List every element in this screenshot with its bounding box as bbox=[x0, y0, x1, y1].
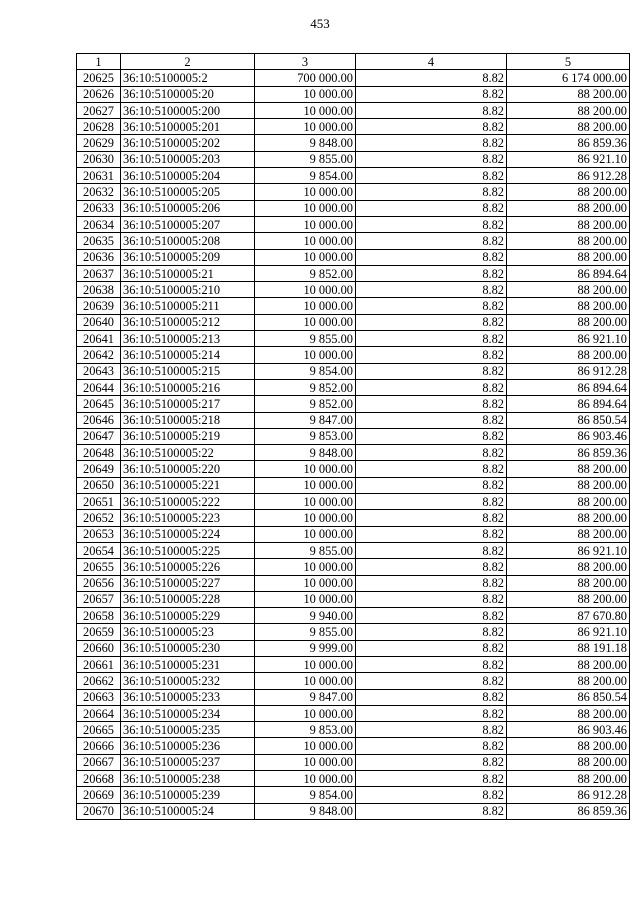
value-cell: 86 921.10 bbox=[507, 542, 630, 558]
row-number-cell: 20658 bbox=[77, 608, 121, 624]
cadastral-number-cell: 36:10:5100005:228 bbox=[121, 591, 255, 607]
rate-cell: 8.82 bbox=[356, 705, 507, 721]
table-row bbox=[77, 510, 630, 526]
value-cell: 86 921.10 bbox=[507, 624, 630, 640]
cadastral-number-cell: 36:10:5100005:233 bbox=[121, 689, 255, 705]
area-cell: 10 000.00 bbox=[255, 119, 356, 135]
cadastral-number-cell: 36:10:5100005:222 bbox=[121, 494, 255, 510]
cadastral-number-cell: 36:10:5100005:238 bbox=[121, 771, 255, 787]
area-cell: 10 000.00 bbox=[255, 575, 356, 591]
row-number-cell: 20626 bbox=[77, 86, 121, 102]
area-cell: 10 000.00 bbox=[255, 705, 356, 721]
table-row bbox=[77, 282, 630, 298]
cadastral-number-cell: 36:10:5100005:221 bbox=[121, 477, 255, 493]
cadastral-number-cell: 36:10:5100005:207 bbox=[121, 216, 255, 232]
rate-cell: 8.82 bbox=[356, 428, 507, 444]
table-row bbox=[77, 379, 630, 395]
value-cell: 86 859.36 bbox=[507, 445, 630, 461]
value-cell: 88 200.00 bbox=[507, 738, 630, 754]
row-number-cell: 20655 bbox=[77, 559, 121, 575]
value-cell: 88 191.18 bbox=[507, 640, 630, 656]
cadastral-number-cell: 36:10:5100005:211 bbox=[121, 298, 255, 314]
row-number-cell: 20639 bbox=[77, 298, 121, 314]
rate-cell: 8.82 bbox=[356, 331, 507, 347]
value-cell: 88 200.00 bbox=[507, 754, 630, 770]
rate-cell: 8.82 bbox=[356, 102, 507, 118]
cadastral-number-cell: 36:10:5100005:22 bbox=[121, 445, 255, 461]
area-cell: 9 848.00 bbox=[255, 135, 356, 151]
rate-cell: 8.82 bbox=[356, 673, 507, 689]
area-cell: 9 853.00 bbox=[255, 722, 356, 738]
table-row bbox=[77, 428, 630, 444]
row-number-cell: 20656 bbox=[77, 575, 121, 591]
cadastral-number-cell: 36:10:5100005:235 bbox=[121, 722, 255, 738]
row-number-cell: 20640 bbox=[77, 314, 121, 330]
cadastral-number-cell: 36:10:5100005:200 bbox=[121, 102, 255, 118]
rate-cell: 8.82 bbox=[356, 379, 507, 395]
table-row bbox=[77, 233, 630, 249]
value-cell: 86 912.28 bbox=[507, 168, 630, 184]
value-cell: 88 200.00 bbox=[507, 526, 630, 542]
row-number-cell: 20660 bbox=[77, 640, 121, 656]
table-row bbox=[77, 559, 630, 575]
value-cell: 88 200.00 bbox=[507, 673, 630, 689]
area-cell: 700 000.00 bbox=[255, 70, 356, 86]
area-cell: 9 852.00 bbox=[255, 396, 356, 412]
row-number-cell: 20648 bbox=[77, 445, 121, 461]
value-cell: 86 903.46 bbox=[507, 722, 630, 738]
value-cell: 86 894.64 bbox=[507, 396, 630, 412]
table-row bbox=[77, 151, 630, 167]
cadastral-number-cell: 36:10:5100005:214 bbox=[121, 347, 255, 363]
row-number-cell: 20628 bbox=[77, 119, 121, 135]
area-cell: 9 848.00 bbox=[255, 803, 356, 819]
value-cell: 88 200.00 bbox=[507, 477, 630, 493]
area-cell: 10 000.00 bbox=[255, 477, 356, 493]
value-cell: 86 921.10 bbox=[507, 151, 630, 167]
table-row bbox=[77, 526, 630, 542]
cadastral-number-cell: 36:10:5100005:205 bbox=[121, 184, 255, 200]
cadastral-number-cell: 36:10:5100005:215 bbox=[121, 363, 255, 379]
area-cell: 10 000.00 bbox=[255, 200, 356, 216]
rate-cell: 8.82 bbox=[356, 70, 507, 86]
cadastral-number-cell: 36:10:5100005:231 bbox=[121, 656, 255, 672]
row-number-cell: 20633 bbox=[77, 200, 121, 216]
row-number-cell: 20654 bbox=[77, 542, 121, 558]
rate-cell: 8.82 bbox=[356, 151, 507, 167]
column-header-2: 2 bbox=[121, 54, 255, 70]
table-row bbox=[77, 722, 630, 738]
column-header-3: 3 bbox=[255, 54, 356, 70]
cadastral-number-cell: 36:10:5100005:223 bbox=[121, 510, 255, 526]
row-number-cell: 20647 bbox=[77, 428, 121, 444]
cadastral-number-cell: 36:10:5100005:208 bbox=[121, 233, 255, 249]
value-cell: 86 850.54 bbox=[507, 412, 630, 428]
area-cell: 10 000.00 bbox=[255, 282, 356, 298]
area-cell: 9 847.00 bbox=[255, 689, 356, 705]
cadastral-number-cell: 36:10:5100005:219 bbox=[121, 428, 255, 444]
table-row bbox=[77, 314, 630, 330]
table-row bbox=[77, 249, 630, 265]
table-row bbox=[77, 396, 630, 412]
value-cell: 88 200.00 bbox=[507, 575, 630, 591]
row-number-cell: 20625 bbox=[77, 70, 121, 86]
cadastral-number-cell: 36:10:5100005:2 bbox=[121, 70, 255, 86]
value-cell: 88 200.00 bbox=[507, 282, 630, 298]
row-number-cell: 20631 bbox=[77, 168, 121, 184]
cadastral-number-cell: 36:10:5100005:225 bbox=[121, 542, 255, 558]
cadastral-number-cell: 36:10:5100005:210 bbox=[121, 282, 255, 298]
rate-cell: 8.82 bbox=[356, 608, 507, 624]
rate-cell: 8.82 bbox=[356, 624, 507, 640]
rate-cell: 8.82 bbox=[356, 265, 507, 281]
value-cell: 88 200.00 bbox=[507, 249, 630, 265]
rate-cell: 8.82 bbox=[356, 233, 507, 249]
cadastral-number-cell: 36:10:5100005:234 bbox=[121, 705, 255, 721]
area-cell: 10 000.00 bbox=[255, 591, 356, 607]
cadastral-number-cell: 36:10:5100005:206 bbox=[121, 200, 255, 216]
rate-cell: 8.82 bbox=[356, 510, 507, 526]
rate-cell: 8.82 bbox=[356, 689, 507, 705]
area-cell: 9 852.00 bbox=[255, 265, 356, 281]
area-cell: 10 000.00 bbox=[255, 249, 356, 265]
value-cell: 86 903.46 bbox=[507, 428, 630, 444]
area-cell: 10 000.00 bbox=[255, 184, 356, 200]
value-cell: 88 200.00 bbox=[507, 119, 630, 135]
table-row bbox=[77, 575, 630, 591]
row-number-cell: 20645 bbox=[77, 396, 121, 412]
table-row bbox=[77, 656, 630, 672]
rate-cell: 8.82 bbox=[356, 494, 507, 510]
cadastral-number-cell: 36:10:5100005:24 bbox=[121, 803, 255, 819]
page-number: 453 bbox=[310, 16, 330, 31]
column-header-1: 1 bbox=[77, 54, 121, 70]
rate-cell: 8.82 bbox=[356, 559, 507, 575]
value-cell: 88 200.00 bbox=[507, 200, 630, 216]
area-cell: 10 000.00 bbox=[255, 298, 356, 314]
value-cell: 88 200.00 bbox=[507, 314, 630, 330]
value-cell: 88 200.00 bbox=[507, 656, 630, 672]
rate-cell: 8.82 bbox=[356, 640, 507, 656]
table-row bbox=[77, 787, 630, 803]
value-cell: 88 200.00 bbox=[507, 510, 630, 526]
area-cell: 9 854.00 bbox=[255, 363, 356, 379]
value-cell: 88 200.00 bbox=[507, 233, 630, 249]
area-cell: 10 000.00 bbox=[255, 102, 356, 118]
row-number-cell: 20665 bbox=[77, 722, 121, 738]
row-number-cell: 20666 bbox=[77, 738, 121, 754]
rate-cell: 8.82 bbox=[356, 363, 507, 379]
row-number-cell: 20664 bbox=[77, 705, 121, 721]
value-cell: 86 921.10 bbox=[507, 331, 630, 347]
cadastral-number-cell: 36:10:5100005:216 bbox=[121, 379, 255, 395]
table-header-row bbox=[77, 54, 630, 70]
area-cell: 10 000.00 bbox=[255, 216, 356, 232]
rate-cell: 8.82 bbox=[356, 542, 507, 558]
value-cell: 88 200.00 bbox=[507, 102, 630, 118]
cadastral-number-cell: 36:10:5100005:229 bbox=[121, 608, 255, 624]
cadastral-number-cell: 36:10:5100005:236 bbox=[121, 738, 255, 754]
cadastral-number-cell: 36:10:5100005:204 bbox=[121, 168, 255, 184]
row-number-cell: 20644 bbox=[77, 379, 121, 395]
area-cell: 9 854.00 bbox=[255, 787, 356, 803]
value-cell: 86 859.36 bbox=[507, 135, 630, 151]
row-number-cell: 20638 bbox=[77, 282, 121, 298]
column-header-4: 4 bbox=[356, 54, 507, 70]
table-row bbox=[77, 738, 630, 754]
row-number-cell: 20630 bbox=[77, 151, 121, 167]
value-cell: 6 174 000.00 bbox=[507, 70, 630, 86]
table-row bbox=[77, 445, 630, 461]
rate-cell: 8.82 bbox=[356, 249, 507, 265]
cadastral-number-cell: 36:10:5100005:227 bbox=[121, 575, 255, 591]
value-cell: 88 200.00 bbox=[507, 86, 630, 102]
rate-cell: 8.82 bbox=[356, 184, 507, 200]
row-number-cell: 20637 bbox=[77, 265, 121, 281]
row-number-cell: 20661 bbox=[77, 656, 121, 672]
table-row bbox=[77, 216, 630, 232]
cadastral-number-cell: 36:10:5100005:237 bbox=[121, 754, 255, 770]
row-number-cell: 20646 bbox=[77, 412, 121, 428]
cadastral-number-cell: 36:10:5100005:224 bbox=[121, 526, 255, 542]
table-row bbox=[77, 689, 630, 705]
table-row bbox=[77, 673, 630, 689]
cadastral-number-cell: 36:10:5100005:209 bbox=[121, 249, 255, 265]
value-cell: 88 200.00 bbox=[507, 461, 630, 477]
rate-cell: 8.82 bbox=[356, 314, 507, 330]
rate-cell: 8.82 bbox=[356, 412, 507, 428]
area-cell: 10 000.00 bbox=[255, 656, 356, 672]
row-number-cell: 20667 bbox=[77, 754, 121, 770]
cadastral-number-cell: 36:10:5100005:217 bbox=[121, 396, 255, 412]
table-row bbox=[77, 298, 630, 314]
row-number-cell: 20643 bbox=[77, 363, 121, 379]
rate-cell: 8.82 bbox=[356, 575, 507, 591]
table-row bbox=[77, 135, 630, 151]
row-number-cell: 20635 bbox=[77, 233, 121, 249]
table-row bbox=[77, 640, 630, 656]
table-row bbox=[77, 168, 630, 184]
value-cell: 86 912.28 bbox=[507, 787, 630, 803]
table-row bbox=[77, 347, 630, 363]
cadastral-number-cell: 36:10:5100005:239 bbox=[121, 787, 255, 803]
table-row bbox=[77, 412, 630, 428]
data-table bbox=[76, 53, 630, 820]
table-body bbox=[77, 70, 630, 820]
area-cell: 10 000.00 bbox=[255, 738, 356, 754]
area-cell: 10 000.00 bbox=[255, 86, 356, 102]
row-number-cell: 20663 bbox=[77, 689, 121, 705]
row-number-cell: 20652 bbox=[77, 510, 121, 526]
value-cell: 86 894.64 bbox=[507, 379, 630, 395]
area-cell: 10 000.00 bbox=[255, 494, 356, 510]
value-cell: 88 200.00 bbox=[507, 298, 630, 314]
value-cell: 88 200.00 bbox=[507, 216, 630, 232]
row-number-cell: 20651 bbox=[77, 494, 121, 510]
table-row bbox=[77, 608, 630, 624]
cadastral-number-cell: 36:10:5100005:21 bbox=[121, 265, 255, 281]
area-cell: 10 000.00 bbox=[255, 461, 356, 477]
table-row bbox=[77, 70, 630, 86]
rate-cell: 8.82 bbox=[356, 200, 507, 216]
rate-cell: 8.82 bbox=[356, 803, 507, 819]
rate-cell: 8.82 bbox=[356, 135, 507, 151]
value-cell: 86 859.36 bbox=[507, 803, 630, 819]
table-row bbox=[77, 477, 630, 493]
value-cell: 88 200.00 bbox=[507, 494, 630, 510]
cadastral-number-cell: 36:10:5100005:201 bbox=[121, 119, 255, 135]
rate-cell: 8.82 bbox=[356, 86, 507, 102]
row-number-cell: 20657 bbox=[77, 591, 121, 607]
area-cell: 10 000.00 bbox=[255, 526, 356, 542]
area-cell: 10 000.00 bbox=[255, 314, 356, 330]
area-cell: 9 855.00 bbox=[255, 624, 356, 640]
rate-cell: 8.82 bbox=[356, 168, 507, 184]
table-row bbox=[77, 705, 630, 721]
cadastral-number-cell: 36:10:5100005:230 bbox=[121, 640, 255, 656]
table-row bbox=[77, 184, 630, 200]
rate-cell: 8.82 bbox=[356, 526, 507, 542]
area-cell: 9 999.00 bbox=[255, 640, 356, 656]
table-row bbox=[77, 542, 630, 558]
row-number-cell: 20669 bbox=[77, 787, 121, 803]
area-cell: 9 848.00 bbox=[255, 445, 356, 461]
rate-cell: 8.82 bbox=[356, 461, 507, 477]
cadastral-number-cell: 36:10:5100005:220 bbox=[121, 461, 255, 477]
area-cell: 9 852.00 bbox=[255, 379, 356, 395]
row-number-cell: 20662 bbox=[77, 673, 121, 689]
rate-cell: 8.82 bbox=[356, 477, 507, 493]
row-number-cell: 20632 bbox=[77, 184, 121, 200]
table-row bbox=[77, 591, 630, 607]
value-cell: 88 200.00 bbox=[507, 184, 630, 200]
cadastral-number-cell: 36:10:5100005:213 bbox=[121, 331, 255, 347]
cadastral-number-cell: 36:10:5100005:218 bbox=[121, 412, 255, 428]
table-row bbox=[77, 119, 630, 135]
area-cell: 9 847.00 bbox=[255, 412, 356, 428]
table-row bbox=[77, 461, 630, 477]
area-cell: 9 940.00 bbox=[255, 608, 356, 624]
value-cell: 86 850.54 bbox=[507, 689, 630, 705]
cadastral-number-cell: 36:10:5100005:226 bbox=[121, 559, 255, 575]
row-number-cell: 20641 bbox=[77, 331, 121, 347]
row-number-cell: 20649 bbox=[77, 461, 121, 477]
table-row bbox=[77, 331, 630, 347]
rate-cell: 8.82 bbox=[356, 282, 507, 298]
value-cell: 88 200.00 bbox=[507, 559, 630, 575]
rate-cell: 8.82 bbox=[356, 298, 507, 314]
cadastral-number-cell: 36:10:5100005:202 bbox=[121, 135, 255, 151]
rate-cell: 8.82 bbox=[356, 445, 507, 461]
area-cell: 9 855.00 bbox=[255, 151, 356, 167]
row-number-cell: 20642 bbox=[77, 347, 121, 363]
area-cell: 10 000.00 bbox=[255, 754, 356, 770]
area-cell: 10 000.00 bbox=[255, 771, 356, 787]
value-cell: 86 912.28 bbox=[507, 363, 630, 379]
column-header-5: 5 bbox=[507, 54, 630, 70]
row-number-cell: 20670 bbox=[77, 803, 121, 819]
area-cell: 10 000.00 bbox=[255, 510, 356, 526]
value-cell: 88 200.00 bbox=[507, 771, 630, 787]
area-cell: 10 000.00 bbox=[255, 559, 356, 575]
cadastral-number-cell: 36:10:5100005:23 bbox=[121, 624, 255, 640]
row-number-cell: 20634 bbox=[77, 216, 121, 232]
rate-cell: 8.82 bbox=[356, 347, 507, 363]
area-cell: 9 853.00 bbox=[255, 428, 356, 444]
row-number-cell: 20629 bbox=[77, 135, 121, 151]
area-cell: 9 855.00 bbox=[255, 542, 356, 558]
cadastral-number-cell: 36:10:5100005:20 bbox=[121, 86, 255, 102]
rate-cell: 8.82 bbox=[356, 656, 507, 672]
table-row bbox=[77, 265, 630, 281]
row-number-cell: 20650 bbox=[77, 477, 121, 493]
value-cell: 88 200.00 bbox=[507, 705, 630, 721]
table-row bbox=[77, 624, 630, 640]
row-number-cell: 20627 bbox=[77, 102, 121, 118]
area-cell: 10 000.00 bbox=[255, 233, 356, 249]
rate-cell: 8.82 bbox=[356, 396, 507, 412]
rate-cell: 8.82 bbox=[356, 119, 507, 135]
area-cell: 10 000.00 bbox=[255, 673, 356, 689]
row-number-cell: 20668 bbox=[77, 771, 121, 787]
rate-cell: 8.82 bbox=[356, 722, 507, 738]
rate-cell: 8.82 bbox=[356, 738, 507, 754]
rate-cell: 8.82 bbox=[356, 591, 507, 607]
value-cell: 88 200.00 bbox=[507, 347, 630, 363]
rate-cell: 8.82 bbox=[356, 787, 507, 803]
table-row bbox=[77, 86, 630, 102]
value-cell: 86 894.64 bbox=[507, 265, 630, 281]
rate-cell: 8.82 bbox=[356, 216, 507, 232]
area-cell: 9 854.00 bbox=[255, 168, 356, 184]
area-cell: 9 855.00 bbox=[255, 331, 356, 347]
value-cell: 88 200.00 bbox=[507, 591, 630, 607]
cadastral-number-cell: 36:10:5100005:232 bbox=[121, 673, 255, 689]
table-row bbox=[77, 363, 630, 379]
table-row bbox=[77, 200, 630, 216]
cadastral-number-cell: 36:10:5100005:212 bbox=[121, 314, 255, 330]
table-row bbox=[77, 754, 630, 770]
row-number-cell: 20636 bbox=[77, 249, 121, 265]
table-row bbox=[77, 771, 630, 787]
rate-cell: 8.82 bbox=[356, 771, 507, 787]
rate-cell: 8.82 bbox=[356, 754, 507, 770]
area-cell: 10 000.00 bbox=[255, 347, 356, 363]
row-number-cell: 20653 bbox=[77, 526, 121, 542]
row-number-cell: 20659 bbox=[77, 624, 121, 640]
table-row bbox=[77, 494, 630, 510]
table-row bbox=[77, 102, 630, 118]
table-row bbox=[77, 803, 630, 819]
cadastral-number-cell: 36:10:5100005:203 bbox=[121, 151, 255, 167]
value-cell: 87 670.80 bbox=[507, 608, 630, 624]
